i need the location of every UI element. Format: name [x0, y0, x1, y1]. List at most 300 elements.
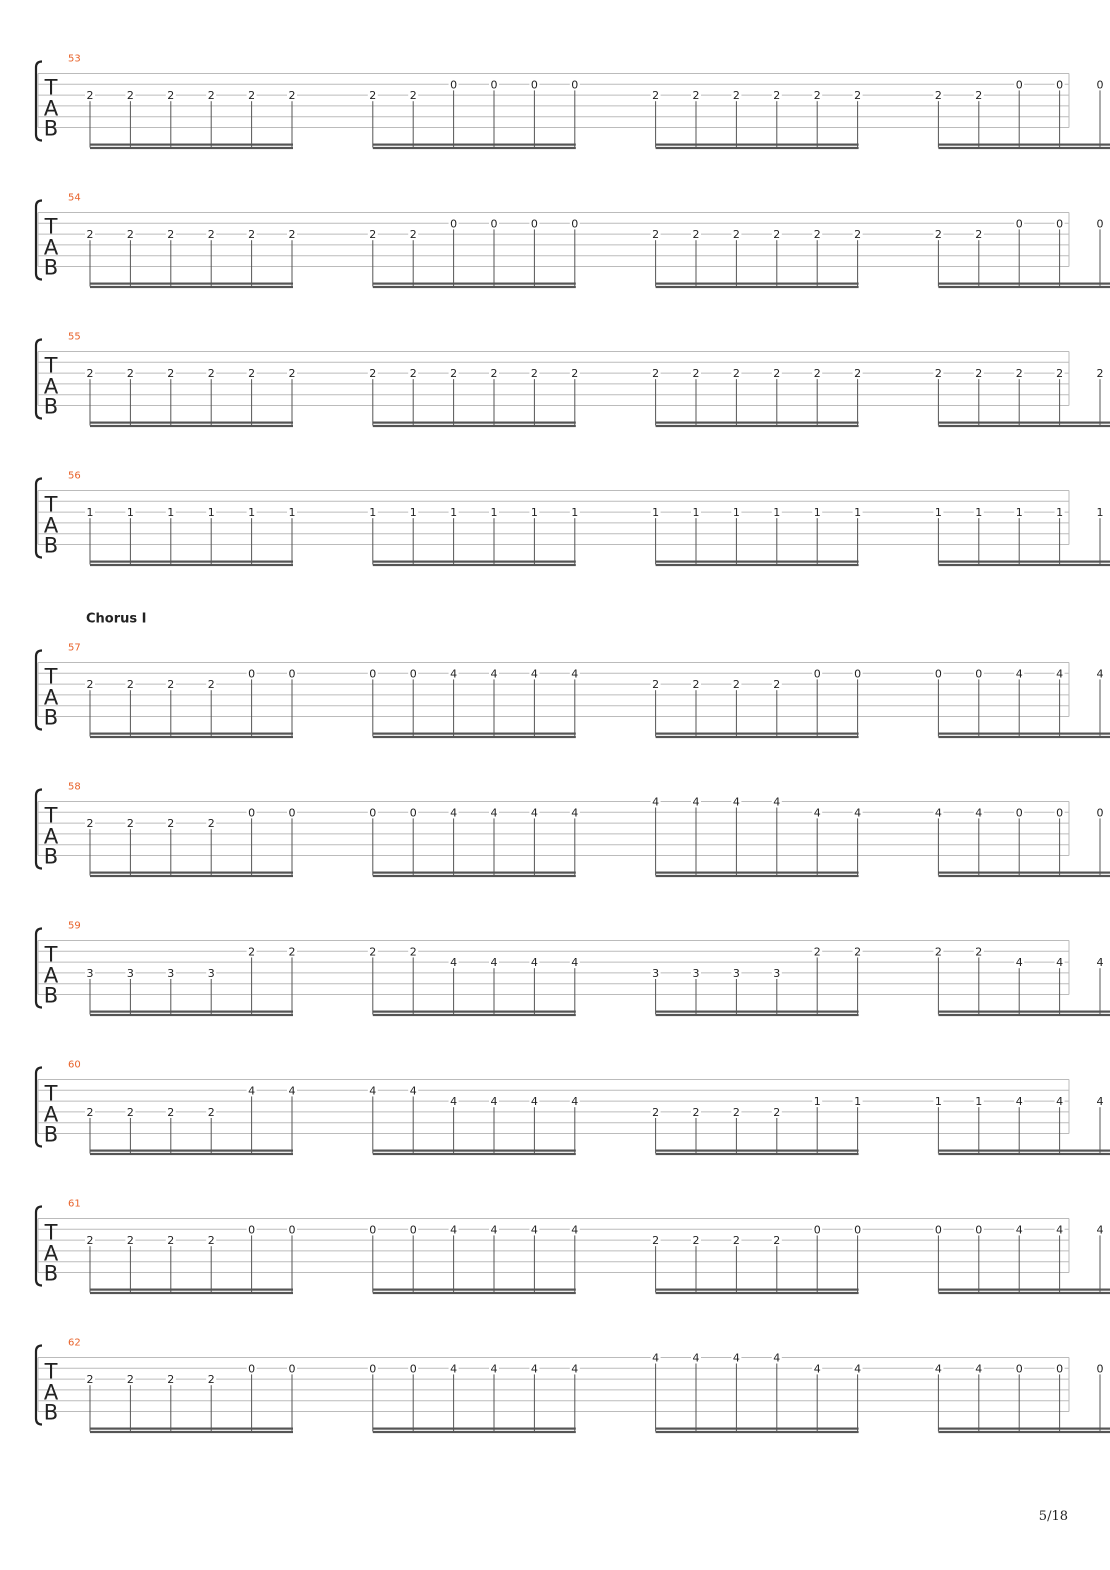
- beam: [90, 1153, 293, 1155]
- fret-number: 2: [813, 945, 821, 959]
- fret-number: 1: [813, 1095, 821, 1109]
- fret-number: 4: [652, 795, 660, 809]
- fret-number: 4: [773, 1351, 781, 1365]
- beam: [656, 1292, 859, 1294]
- fret-number: 1: [732, 506, 740, 520]
- beam: [90, 283, 293, 285]
- fret-number: 2: [652, 367, 660, 381]
- beam: [373, 1011, 576, 1013]
- tab-clef-letter: B: [43, 705, 59, 730]
- fret-number: 1: [1096, 506, 1104, 520]
- beam: [373, 422, 576, 424]
- fret-number: 2: [813, 367, 821, 381]
- fret-number: 2: [652, 1234, 660, 1248]
- fret-number: 0: [1096, 1362, 1104, 1376]
- fret-number: 2: [207, 817, 215, 831]
- beam: [373, 1289, 576, 1291]
- fret-number: 2: [248, 367, 256, 381]
- fret-number: 4: [530, 1223, 538, 1237]
- tab-clef-letter: B: [43, 394, 59, 419]
- fret-number: 2: [207, 1234, 215, 1248]
- fret-number: 2: [975, 228, 983, 242]
- fret-number: 2: [934, 945, 942, 959]
- fret-number: 0: [1096, 806, 1104, 820]
- fret-number: 0: [409, 1223, 417, 1237]
- beam: [938, 564, 1110, 566]
- fret-number: 0: [854, 1223, 862, 1237]
- fret-number: 2: [773, 1105, 781, 1119]
- fret-number: 2: [975, 367, 983, 381]
- beam: [938, 1011, 1110, 1013]
- measure-number: 60: [68, 1059, 81, 1071]
- fret-number: 4: [1056, 956, 1064, 970]
- beam: [656, 1153, 859, 1155]
- fret-number: 2: [248, 89, 256, 103]
- fret-number: 2: [732, 678, 740, 692]
- tab-clef-letter: B: [43, 1400, 59, 1425]
- beam: [656, 286, 859, 288]
- tab-clef-letter: B: [43, 983, 59, 1008]
- fret-number: 1: [854, 506, 862, 520]
- fret-number: 2: [773, 89, 781, 103]
- tab-clef-letter: B: [43, 844, 59, 869]
- beam: [90, 147, 293, 149]
- fret-number: 4: [530, 1362, 538, 1376]
- measure-number: 56: [68, 470, 81, 482]
- beam: [373, 144, 576, 146]
- beam: [656, 283, 859, 285]
- fret-number: 1: [86, 506, 94, 520]
- beam: [90, 733, 293, 735]
- fret-number: 2: [732, 89, 740, 103]
- beam: [938, 1292, 1110, 1294]
- fret-number: 4: [934, 1362, 942, 1376]
- fret-number: 2: [490, 367, 498, 381]
- fret-number: 4: [530, 667, 538, 681]
- fret-number: 2: [732, 367, 740, 381]
- fret-number: 2: [126, 678, 134, 692]
- beam: [938, 147, 1110, 149]
- fret-number: 4: [248, 1084, 256, 1098]
- tab-clef-letter: A: [43, 1241, 59, 1266]
- beam: [373, 1431, 576, 1433]
- fret-number: 4: [450, 1095, 458, 1109]
- fret-number: 4: [450, 1223, 458, 1237]
- fret-number: 2: [207, 678, 215, 692]
- fret-number: 1: [1015, 506, 1023, 520]
- beam: [373, 875, 576, 877]
- fret-number: 2: [652, 678, 660, 692]
- fret-number: 1: [975, 506, 983, 520]
- fret-number: 0: [1056, 217, 1064, 231]
- fret-number: 0: [288, 1362, 296, 1376]
- fret-number: 1: [813, 506, 821, 520]
- fret-number: 2: [167, 1105, 175, 1119]
- fret-number: 2: [652, 228, 660, 242]
- fret-number: 3: [126, 966, 134, 980]
- fret-number: 4: [490, 1095, 498, 1109]
- fret-number: 2: [1096, 367, 1104, 381]
- fret-number: 2: [86, 817, 94, 831]
- fret-number: 1: [692, 506, 700, 520]
- fret-number: 4: [652, 1351, 660, 1365]
- beam: [373, 1428, 576, 1430]
- fret-number: 1: [530, 506, 538, 520]
- measure-number: 57: [68, 642, 81, 654]
- fret-number: 2: [732, 228, 740, 242]
- fret-number: 2: [1015, 367, 1023, 381]
- fret-number: 2: [854, 228, 862, 242]
- fret-number: 4: [571, 1095, 579, 1109]
- fret-number: 4: [571, 956, 579, 970]
- beam: [373, 1150, 576, 1152]
- tab-clef-letter: A: [43, 96, 59, 121]
- beam: [938, 875, 1110, 877]
- beam: [656, 425, 859, 427]
- fret-number: 2: [571, 367, 579, 381]
- beam: [373, 1014, 576, 1016]
- fret-number: 2: [126, 1105, 134, 1119]
- measure-number: 58: [68, 781, 81, 793]
- tab-clef-letter: A: [43, 824, 59, 849]
- fret-number: 1: [207, 506, 215, 520]
- beam: [938, 733, 1110, 735]
- section-label: Chorus I: [86, 611, 147, 627]
- fret-number: 0: [248, 806, 256, 820]
- fret-number: 2: [813, 89, 821, 103]
- beam: [90, 561, 293, 563]
- fret-number: 4: [732, 1351, 740, 1365]
- fret-number: 1: [248, 506, 256, 520]
- fret-number: 0: [530, 217, 538, 231]
- fret-number: 2: [86, 89, 94, 103]
- fret-number: 2: [167, 1234, 175, 1248]
- beam: [938, 1150, 1110, 1152]
- fret-number: 1: [409, 506, 417, 520]
- tab-system-55: [36, 332, 1110, 428]
- fret-number: 0: [1056, 806, 1064, 820]
- beam: [90, 736, 293, 738]
- fret-number: 2: [409, 89, 417, 103]
- beam: [90, 1150, 293, 1152]
- fret-number: 2: [167, 228, 175, 242]
- fret-number: 2: [773, 1234, 781, 1248]
- tab-clef-letter: B: [43, 255, 59, 280]
- beam: [656, 1014, 859, 1016]
- fret-number: 4: [530, 956, 538, 970]
- beam: [938, 561, 1110, 563]
- tab-clef-letter: A: [43, 1380, 59, 1405]
- fret-number: 4: [450, 667, 458, 681]
- beam: [90, 875, 293, 877]
- tab-system-61: [36, 1199, 1110, 1295]
- fret-number: 1: [288, 506, 296, 520]
- fret-number: 1: [450, 506, 458, 520]
- fret-number: 2: [369, 228, 377, 242]
- fret-number: 4: [571, 667, 579, 681]
- tab-clef-letter: T: [44, 1220, 58, 1245]
- fret-number: 2: [126, 1373, 134, 1387]
- tab-clef-letter: T: [44, 75, 58, 100]
- fret-number: 2: [86, 678, 94, 692]
- fret-number: 0: [369, 1362, 377, 1376]
- fret-number: 4: [1015, 1095, 1023, 1109]
- fret-number: 1: [490, 506, 498, 520]
- fret-number: 4: [934, 806, 942, 820]
- fret-number: 2: [854, 945, 862, 959]
- fret-number: 2: [167, 1373, 175, 1387]
- tab-clef-letter: A: [43, 1102, 59, 1127]
- fret-number: 2: [409, 228, 417, 242]
- tab-clef-letter: T: [44, 214, 58, 239]
- fret-number: 0: [571, 217, 579, 231]
- fret-number: 1: [975, 1095, 983, 1109]
- beam: [656, 1289, 859, 1291]
- fret-number: 2: [773, 228, 781, 242]
- beam: [656, 1428, 859, 1430]
- tab-clef-letter: T: [44, 1081, 58, 1106]
- fret-number: 2: [692, 367, 700, 381]
- fret-number: 0: [813, 1223, 821, 1237]
- beam: [938, 422, 1110, 424]
- fret-number: 1: [854, 1095, 862, 1109]
- fret-number: 0: [248, 1362, 256, 1376]
- tab-clef-letter: T: [44, 492, 58, 517]
- beam: [938, 425, 1110, 427]
- fret-number: 2: [207, 1373, 215, 1387]
- fret-number: 4: [409, 1084, 417, 1098]
- fret-number: 2: [369, 89, 377, 103]
- fret-number: 4: [854, 1362, 862, 1376]
- beam: [656, 733, 859, 735]
- fret-number: 3: [652, 966, 660, 980]
- beam: [938, 872, 1110, 874]
- fret-number: 0: [409, 806, 417, 820]
- fret-number: 3: [732, 966, 740, 980]
- fret-number: 2: [652, 1105, 660, 1119]
- measure-number: 62: [68, 1337, 81, 1349]
- beam: [656, 561, 859, 563]
- fret-number: 2: [813, 228, 821, 242]
- fret-number: 0: [248, 1223, 256, 1237]
- fret-number: 4: [450, 1362, 458, 1376]
- fret-number: 4: [773, 795, 781, 809]
- fret-number: 0: [975, 667, 983, 681]
- tab-clef-letter: T: [44, 942, 58, 967]
- fret-number: 0: [409, 667, 417, 681]
- beam: [938, 1153, 1110, 1155]
- tab-system-62: [36, 1338, 1110, 1434]
- fret-number: 0: [813, 667, 821, 681]
- fret-number: 3: [692, 966, 700, 980]
- beam: [90, 286, 293, 288]
- fret-number: 2: [167, 367, 175, 381]
- fret-number: 4: [1015, 1223, 1023, 1237]
- fret-number: 4: [490, 1362, 498, 1376]
- measure-number: 54: [68, 192, 81, 204]
- fret-number: 2: [86, 367, 94, 381]
- fret-number: 0: [1056, 1362, 1064, 1376]
- beam: [90, 1014, 293, 1016]
- tab-clef-letter: B: [43, 1261, 59, 1286]
- fret-number: 2: [732, 1234, 740, 1248]
- fret-number: 1: [934, 1095, 942, 1109]
- beam: [373, 286, 576, 288]
- fret-number: 2: [934, 228, 942, 242]
- tab-clef-letter: A: [43, 685, 59, 710]
- beam: [938, 736, 1110, 738]
- beam: [90, 1011, 293, 1013]
- beam: [656, 422, 859, 424]
- fret-number: 0: [1015, 806, 1023, 820]
- beam: [938, 1428, 1110, 1430]
- beam: [90, 1431, 293, 1433]
- tab-system-57: [36, 612, 1110, 739]
- fret-number: 3: [86, 966, 94, 980]
- fret-number: 2: [126, 817, 134, 831]
- fret-number: 4: [1096, 1095, 1104, 1109]
- tab-system-54: [36, 193, 1110, 289]
- fret-number: 4: [813, 806, 821, 820]
- fret-number: 2: [167, 678, 175, 692]
- beam: [373, 1153, 576, 1155]
- beam: [656, 875, 859, 877]
- fret-number: 2: [126, 228, 134, 242]
- tab-clef-letter: T: [44, 353, 58, 378]
- fret-number: 2: [126, 89, 134, 103]
- fret-number: 2: [692, 1105, 700, 1119]
- beam: [938, 144, 1110, 146]
- fret-number: 0: [975, 1223, 983, 1237]
- fret-number: 0: [490, 78, 498, 92]
- fret-number: 1: [126, 506, 134, 520]
- fret-number: 2: [288, 228, 296, 242]
- fret-number: 3: [773, 966, 781, 980]
- fret-number: 0: [934, 667, 942, 681]
- beam: [90, 422, 293, 424]
- fret-number: 0: [1096, 78, 1104, 92]
- beam: [90, 1292, 293, 1294]
- fret-number: 4: [288, 1084, 296, 1098]
- fret-number: 2: [975, 89, 983, 103]
- fret-number: 2: [692, 89, 700, 103]
- fret-number: 2: [288, 89, 296, 103]
- beam: [656, 144, 859, 146]
- fret-number: 4: [1056, 667, 1064, 681]
- tab-system-56: [36, 471, 1110, 567]
- fret-number: 1: [369, 506, 377, 520]
- fret-number: 0: [490, 217, 498, 231]
- beam: [373, 425, 576, 427]
- fret-number: 2: [773, 678, 781, 692]
- fret-number: 2: [369, 945, 377, 959]
- fret-number: 2: [167, 89, 175, 103]
- fret-number: 2: [934, 89, 942, 103]
- beam: [373, 147, 576, 149]
- page-number: 5/18: [1038, 1509, 1068, 1524]
- beam: [656, 1011, 859, 1013]
- fret-number: 2: [1056, 367, 1064, 381]
- fret-number: 2: [934, 367, 942, 381]
- beam: [373, 736, 576, 738]
- fret-number: 4: [975, 806, 983, 820]
- fret-number: 0: [248, 667, 256, 681]
- fret-number: 2: [450, 367, 458, 381]
- tab-system-60: [36, 1060, 1110, 1156]
- fret-number: 4: [1015, 667, 1023, 681]
- tab-clef-letter: A: [43, 235, 59, 260]
- beam: [938, 286, 1110, 288]
- beam: [373, 564, 576, 566]
- fret-number: 4: [813, 1362, 821, 1376]
- fret-number: 4: [854, 806, 862, 820]
- tab-clef-letter: A: [43, 374, 59, 399]
- fret-number: 4: [490, 956, 498, 970]
- fret-number: 0: [369, 1223, 377, 1237]
- fret-number: 4: [1015, 956, 1023, 970]
- fret-number: 4: [571, 1223, 579, 1237]
- fret-number: 2: [732, 1105, 740, 1119]
- fret-number: 2: [692, 678, 700, 692]
- fret-number: 4: [1056, 1095, 1064, 1109]
- beam: [90, 564, 293, 566]
- beam: [90, 144, 293, 146]
- tab-clef-letter: B: [43, 116, 59, 141]
- fret-number: 2: [692, 1234, 700, 1248]
- beam: [90, 1289, 293, 1291]
- beam: [373, 872, 576, 874]
- tab-clef-letter: T: [44, 803, 58, 828]
- fret-number: 4: [1056, 1223, 1064, 1237]
- fret-number: 4: [1096, 667, 1104, 681]
- beam: [373, 283, 576, 285]
- fret-number: 0: [1015, 78, 1023, 92]
- fret-number: 1: [571, 506, 579, 520]
- fret-number: 0: [450, 217, 458, 231]
- beam: [938, 1014, 1110, 1016]
- fret-number: 2: [207, 228, 215, 242]
- fret-number: 0: [288, 1223, 296, 1237]
- fret-number: 2: [126, 1234, 134, 1248]
- beam: [656, 1431, 859, 1433]
- fret-number: 2: [288, 367, 296, 381]
- fret-number: 0: [854, 667, 862, 681]
- fret-number: 4: [450, 806, 458, 820]
- fret-number: 2: [409, 367, 417, 381]
- fret-number: 3: [167, 966, 175, 980]
- fret-number: 1: [773, 506, 781, 520]
- tab-clef-letter: B: [43, 533, 59, 558]
- measure-number: 61: [68, 1198, 81, 1210]
- beam: [938, 283, 1110, 285]
- beam: [938, 1431, 1110, 1433]
- measure-number: 53: [68, 53, 81, 65]
- beam: [656, 736, 859, 738]
- fret-number: 0: [288, 667, 296, 681]
- beam: [90, 425, 293, 427]
- fret-number: 4: [571, 806, 579, 820]
- fret-number: 2: [409, 945, 417, 959]
- tab-system-59: [36, 921, 1110, 1017]
- fret-number: 2: [167, 817, 175, 831]
- fret-number: 1: [652, 506, 660, 520]
- fret-number: 4: [975, 1362, 983, 1376]
- beam: [938, 1289, 1110, 1291]
- measure-number: 55: [68, 331, 81, 343]
- fret-number: 0: [288, 806, 296, 820]
- fret-number: 2: [248, 228, 256, 242]
- fret-number: 0: [409, 1362, 417, 1376]
